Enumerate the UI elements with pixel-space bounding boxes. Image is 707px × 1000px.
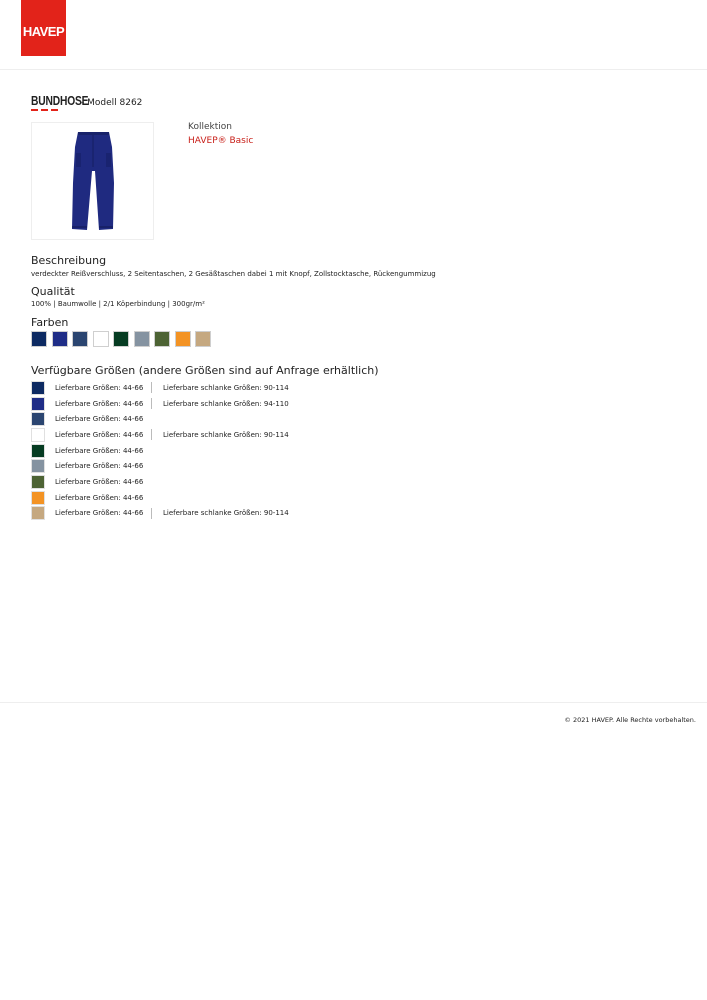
description-heading: Beschreibung (31, 254, 107, 267)
size-row (31, 458, 289, 474)
copyright-text: © 2021 HAVEP. Alle Rechte vorbehalten. (564, 716, 696, 724)
size-color-swatch (31, 475, 45, 489)
color-swatch[interactable] (72, 331, 88, 347)
size-color-swatch (31, 491, 45, 505)
sizes-heading: Verfügbare Größen (andere Größen sind auf Anfrage erhältlich) (31, 364, 379, 377)
color-swatch[interactable] (195, 331, 211, 347)
color-swatch[interactable] (154, 331, 170, 347)
color-swatch[interactable] (31, 331, 47, 347)
size-color-swatch (31, 459, 45, 473)
title-underline (31, 109, 58, 111)
color-swatch[interactable] (52, 331, 68, 347)
color-swatch[interactable] (175, 331, 191, 347)
size-row (31, 506, 289, 522)
size-color-swatch (31, 381, 45, 395)
size-row (31, 490, 289, 506)
color-swatch[interactable] (113, 331, 129, 347)
size-color-swatch (31, 428, 45, 442)
size-color-swatch (31, 397, 45, 411)
product-name: BUNDHOSE (31, 94, 89, 108)
product-title (31, 94, 142, 108)
quality-heading: Qualität (31, 285, 75, 298)
slim-sizes: Lieferbare schlanke Größen: 94-110 (163, 399, 289, 408)
page-header (0, 0, 707, 70)
havep-logo[interactable]: HAVEP (21, 0, 66, 56)
regular-sizes: Lieferbare Größen: 44-66 (55, 493, 144, 502)
sizes-list (31, 380, 289, 521)
size-row (31, 396, 289, 412)
product-image[interactable] (31, 122, 154, 240)
size-row (31, 474, 289, 490)
color-swatch[interactable] (134, 331, 150, 347)
page-footer (0, 702, 707, 703)
quality-text: 100% | Baumwolle | 2/1 Köperbindung | 300gr/m² (31, 300, 205, 308)
size-separator (151, 508, 152, 519)
slim-sizes: Lieferbare schlanke Größen: 90-114 (163, 509, 289, 518)
slim-sizes: Lieferbare schlanke Größen: 90-114 (163, 383, 289, 392)
product-model: - Modell 8262 (81, 98, 143, 108)
slim-sizes: Lieferbare schlanke Größen: 90-114 (163, 430, 289, 439)
size-color-swatch (31, 412, 45, 426)
description-text: verdeckter Reißverschluss, 2 Seitentaschen, 2 Gesäßtaschen dabei 1 mit Knopf, Zollstocktasche, Rückengummizug (31, 270, 436, 278)
regular-sizes: Lieferbare Größen: 44-66 (55, 399, 144, 408)
size-separator (151, 429, 152, 440)
size-row (31, 380, 289, 396)
size-separator (151, 398, 152, 409)
regular-sizes: Lieferbare Größen: 44-66 (55, 446, 144, 455)
size-row (31, 427, 289, 443)
regular-sizes: Lieferbare Größen: 44-66 (55, 477, 144, 486)
regular-sizes: Lieferbare Größen: 44-66 (55, 509, 144, 518)
colors-heading: Farben (31, 316, 69, 329)
size-color-swatch (31, 444, 45, 458)
size-color-swatch (31, 506, 45, 520)
size-separator (151, 382, 152, 393)
regular-sizes: Lieferbare Größen: 44-66 (55, 383, 144, 392)
trousers-icon (32, 123, 155, 241)
collection-link[interactable]: HAVEP® Basic (188, 136, 254, 146)
color-swatches (31, 331, 211, 347)
collection-info (188, 122, 253, 146)
regular-sizes: Lieferbare Größen: 44-66 (55, 430, 144, 439)
collection-label: Kollektion (188, 122, 232, 132)
size-row (31, 411, 289, 427)
size-row (31, 443, 289, 459)
regular-sizes: Lieferbare Größen: 44-66 (55, 462, 144, 471)
regular-sizes: Lieferbare Größen: 44-66 (55, 415, 144, 424)
color-swatch[interactable] (93, 331, 109, 347)
